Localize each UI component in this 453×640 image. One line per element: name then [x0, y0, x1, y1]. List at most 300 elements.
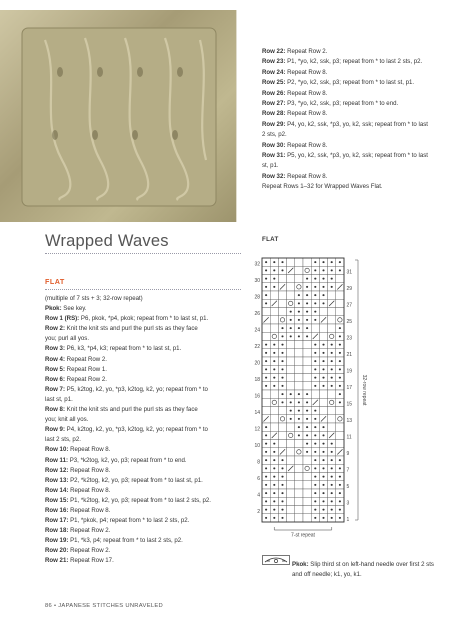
row-text: Repeat Row 8. [285, 110, 328, 118]
purl-dot [314, 410, 316, 412]
purl-dot [265, 385, 267, 387]
chart-cell [270, 398, 278, 406]
row-label: Row 26: [262, 89, 286, 97]
row-number-left: 6 [257, 475, 260, 482]
purl-dot [281, 492, 283, 494]
chart-cell [295, 341, 303, 349]
chart-cell [262, 398, 270, 406]
row-label: Row 14: [45, 486, 69, 494]
chart-cell [295, 456, 303, 464]
row-text: Repeat Row 8. [68, 446, 111, 454]
purl-dot [273, 451, 275, 453]
purl-dot [314, 476, 316, 478]
instructions-left-column [45, 294, 255, 567]
purl-dot [314, 492, 316, 494]
purl-dot [314, 426, 316, 428]
row-label: Row 19: [45, 537, 69, 545]
purl-dot [281, 401, 283, 403]
row-text: Repeat Row 2. [285, 48, 328, 55]
purl-dot [273, 360, 275, 362]
chart-cell [295, 382, 303, 390]
row-text: Repeat Rows 1–32 for Wrapped Waves Flat. [262, 183, 383, 191]
chart-cell [270, 324, 278, 332]
chart-cell [336, 415, 344, 423]
row-label: Row 31: [262, 152, 286, 160]
chart-cell [336, 407, 344, 415]
purl-dot [298, 434, 300, 436]
row-label: Row 16: [45, 506, 69, 514]
chart-cell [311, 324, 319, 332]
row-text: last st, p1. [45, 395, 73, 403]
purl-dot [314, 443, 316, 445]
purl-dot [322, 451, 324, 453]
purl-dot [281, 467, 283, 469]
purl-dot [314, 319, 316, 321]
chart-cell [287, 349, 295, 357]
chart-cell [328, 308, 336, 316]
row-number-left: 24 [254, 327, 260, 334]
chart-cell [319, 324, 327, 332]
purl-dot [273, 385, 275, 387]
purl-dot [322, 286, 324, 288]
row-label: Row 22: [262, 48, 286, 55]
purl-dot [339, 261, 341, 263]
row-number-left: 22 [254, 343, 260, 350]
purl-dot [281, 484, 283, 486]
chart-cell [270, 415, 278, 423]
purl-dot [322, 385, 324, 387]
chart-cell [303, 266, 311, 274]
purl-dot [306, 294, 308, 296]
purl-dot [306, 335, 308, 337]
purl-dot [281, 393, 283, 395]
chart-cell [262, 332, 270, 340]
instruction-line [45, 385, 255, 395]
row-label: Row 2: [45, 325, 65, 333]
row-label: Row 1 (RS): [45, 315, 80, 323]
purl-dot [306, 302, 308, 304]
row-text: st, p1. [262, 162, 279, 170]
row-text: (multiple of 7 sts + 3; 32-row repeat) [45, 295, 143, 302]
row-label: Row 32: [262, 172, 286, 180]
instruction-line [262, 130, 442, 140]
instruction-line [45, 365, 255, 375]
instruction-line [45, 445, 255, 455]
row-label: Row 15: [45, 496, 69, 504]
purl-dot [339, 467, 341, 469]
purl-dot [322, 459, 324, 461]
chart-cell [287, 497, 295, 505]
purl-dot [273, 500, 275, 502]
row-label: Row 10: [45, 446, 69, 454]
pattern-title: Wrapped Waves [45, 232, 169, 250]
instruction-line [262, 120, 442, 130]
purl-dot [273, 344, 275, 346]
row-number-right: 17 [346, 385, 353, 392]
row-number-left: 14 [254, 409, 260, 416]
instruction-line [45, 476, 255, 486]
chart-cell [287, 374, 295, 382]
purl-dot [331, 377, 333, 379]
chart-cell [270, 316, 278, 324]
chart-cell [295, 448, 303, 456]
chart-cell [270, 291, 278, 299]
row-text: Repeat Row 8. [68, 506, 111, 514]
purl-dot [322, 344, 324, 346]
purl-dot [322, 484, 324, 486]
row-text: you; knit all yos. [45, 416, 89, 424]
purl-dot [265, 294, 267, 296]
chart-cell [287, 275, 295, 283]
instructions-right-column [262, 47, 442, 193]
row-text: Repeat Row 2. [64, 375, 107, 383]
chart-cell [278, 316, 286, 324]
purl-dot [314, 418, 316, 420]
chart-cell [287, 431, 295, 439]
chart-cell [328, 415, 336, 423]
chart-cell [287, 365, 295, 373]
purl-dot [306, 401, 308, 403]
row-label: Row 23: [262, 58, 286, 66]
purl-dot [306, 393, 308, 395]
instruction-line [45, 334, 255, 344]
chart-cell [287, 299, 295, 307]
instruction-line [45, 516, 255, 526]
chart-cell [303, 365, 311, 373]
instruction-line [262, 141, 442, 151]
row-text: Repeat Row 8. [285, 141, 328, 149]
row-number-left: 10 [254, 442, 260, 449]
purl-dot [314, 517, 316, 519]
purl-dot [322, 434, 324, 436]
row-label: Row 12: [45, 466, 69, 474]
chart-cell [295, 464, 303, 472]
row-text: P6, k3, *p4, k3; repeat from * to last st, p1. [64, 345, 182, 353]
row-text: Repeat Row 8. [68, 486, 111, 494]
instruction-line [262, 78, 442, 88]
row-label: Row 3: [45, 345, 65, 353]
purl-dot [290, 335, 292, 337]
purl-dot [331, 492, 333, 494]
purl-dot [339, 385, 341, 387]
chart-cell [278, 275, 286, 283]
chart-cell [287, 506, 295, 514]
chart-label: FLAT [262, 236, 279, 243]
row-repeat-label: 32-row repeat [361, 374, 367, 406]
purl-dot [298, 311, 300, 313]
instruction-line [45, 294, 255, 304]
purl-dot [265, 434, 267, 436]
row-text: Knit the knit sts and purl the purl sts as they face [64, 325, 198, 333]
chart-cell [262, 407, 270, 415]
row-number-right: 7 [346, 467, 350, 474]
purl-dot [306, 319, 308, 321]
chart-cell [319, 308, 327, 316]
purl-dot [331, 517, 333, 519]
purl-dot [281, 344, 283, 346]
instruction-line [45, 546, 255, 556]
chart-cell [303, 357, 311, 365]
instruction-line [45, 466, 255, 476]
row-text: P5, k2tog, k2, yo, *p3, k2tog, k2, yo; repeat from * to [64, 385, 208, 393]
chart-cell [303, 481, 311, 489]
purl-dot [339, 393, 341, 395]
purl-dot [273, 517, 275, 519]
knit-swatch-photo [0, 10, 237, 222]
row-label: Row 30: [262, 141, 286, 149]
row-text: P1, *pkok, p4; repeat from * to last 2 sts, p2. [68, 517, 190, 525]
purl-dot [314, 451, 316, 453]
purl-dot [314, 269, 316, 271]
instruction-line [45, 526, 255, 536]
row-text: Repeat Row 2. [68, 547, 111, 555]
chart-cell [287, 291, 295, 299]
chart-cell [278, 291, 286, 299]
purl-dot [298, 426, 300, 428]
chart-cell [287, 448, 295, 456]
chart-cell [278, 415, 286, 423]
row-text: P4, k2tog, k2, yo, *p3, k2tog, k2, yo; repeat from * to [64, 426, 208, 434]
instruction-line [45, 405, 255, 415]
stitch-repeat-label: 7-st repeat [291, 532, 315, 539]
purl-dot [322, 360, 324, 362]
instruction-line [45, 435, 255, 445]
purl-dot [339, 492, 341, 494]
instruction-line [262, 182, 442, 192]
purl-dot [273, 467, 275, 469]
purl-dot [339, 352, 341, 354]
chart-cell [319, 390, 327, 398]
purl-dot [273, 269, 275, 271]
purl-dot [331, 443, 333, 445]
row-label: Row 29: [262, 120, 286, 128]
purl-dot [281, 377, 283, 379]
purl-dot [339, 377, 341, 379]
purl-dot [281, 385, 283, 387]
purl-dot [273, 368, 275, 370]
purl-dot [281, 459, 283, 461]
purl-dot [322, 302, 324, 304]
row-number-left: 12 [254, 426, 260, 433]
chart-cell [262, 324, 270, 332]
purl-dot [265, 517, 267, 519]
chart-cell [336, 308, 344, 316]
purl-dot [331, 286, 333, 288]
instruction-line [45, 375, 255, 385]
row-number-right: 29 [346, 286, 353, 293]
purl-dot [273, 377, 275, 379]
row-text: 2 sts, p2. [262, 131, 287, 139]
purl-dot [273, 459, 275, 461]
purl-dot [265, 269, 267, 271]
row-number-right: 13 [346, 418, 353, 425]
chart-cell [295, 275, 303, 283]
chart-cell [303, 456, 311, 464]
purl-dot [322, 368, 324, 370]
purl-dot [339, 269, 341, 271]
purl-dot [339, 500, 341, 502]
row-label: Row 18: [45, 527, 69, 535]
purl-dot [339, 327, 341, 329]
purl-dot [314, 294, 316, 296]
chart-cell [303, 382, 311, 390]
purl-dot [298, 418, 300, 420]
purl-dot [265, 261, 267, 263]
purl-dot [281, 517, 283, 519]
row-number-right: 9 [346, 451, 350, 458]
chart-cell [295, 489, 303, 497]
instruction-line [45, 496, 255, 506]
purl-dot [265, 278, 267, 280]
chart-cell [287, 456, 295, 464]
purl-dot [298, 335, 300, 337]
row-text: Repeat Row 8. [68, 466, 111, 474]
chart-cell [336, 423, 344, 431]
purl-dot [322, 467, 324, 469]
swatch-texture [0, 10, 236, 222]
purl-dot [265, 500, 267, 502]
chart-cell [303, 349, 311, 357]
row-number-right: 27 [346, 302, 353, 309]
row-text: P1, *k2tog, k2, yo, p3; repeat from * to last 2 sts, p2. [68, 496, 211, 504]
chart-cell [303, 497, 311, 505]
purl-dot [306, 311, 308, 313]
chart-cell [303, 489, 311, 497]
purl-dot [314, 311, 316, 313]
purl-dot [331, 278, 333, 280]
purl-dot [298, 401, 300, 403]
chart-cell [303, 473, 311, 481]
row-number-right: 3 [346, 500, 350, 507]
chart-cell [336, 440, 344, 448]
row-text: Repeat Row 8. [285, 89, 328, 97]
purl-dot [298, 319, 300, 321]
chart-cell [270, 308, 278, 316]
purl-dot [322, 492, 324, 494]
purl-dot [265, 352, 267, 354]
row-label: Row 11: [45, 456, 69, 464]
purl-dot [290, 327, 292, 329]
instruction-line [45, 486, 255, 496]
chart-cell [287, 283, 295, 291]
row-number-right: 23 [346, 335, 353, 342]
purl-dot [265, 476, 267, 478]
title-divider [45, 253, 241, 254]
row-number-left: 20 [254, 360, 260, 367]
chart-cell [319, 407, 327, 415]
chart-cell [262, 308, 270, 316]
row-text: P3, *yo, k2, ssk, p3; repeat from * to end. [285, 100, 399, 108]
chart-cell [295, 473, 303, 481]
chart-cell [336, 291, 344, 299]
purl-dot [339, 401, 341, 403]
instruction-line [45, 456, 255, 466]
row-number-right: 21 [346, 352, 353, 359]
row-label: Row 4: [45, 355, 65, 363]
row-label: Pkok: [45, 305, 62, 313]
row-number-left: 28 [254, 294, 260, 301]
purl-dot [322, 269, 324, 271]
purl-dot [306, 327, 308, 329]
purl-dot [339, 368, 341, 370]
purl-dot [298, 393, 300, 395]
chart-cell [303, 514, 311, 522]
row-number-left: 4 [257, 492, 260, 499]
chart-cell [336, 299, 344, 307]
section-divider [45, 289, 241, 290]
row-text: P2, *k2tog, k2, yo, p3; repeat from * to last st, p1. [68, 476, 203, 484]
row-label: Row 9: [45, 426, 65, 434]
purl-dot [322, 294, 324, 296]
purl-dot [314, 509, 316, 511]
purl-dot [265, 509, 267, 511]
instruction-line [45, 355, 255, 365]
chart-cell [295, 365, 303, 373]
row-label: Row 6: [45, 375, 65, 383]
purl-dot [331, 476, 333, 478]
chart-cell [319, 398, 327, 406]
chart-cell [295, 497, 303, 505]
instruction-line [262, 172, 442, 182]
purl-dot [322, 426, 324, 428]
chart-cell [287, 514, 295, 522]
purl-dot [273, 476, 275, 478]
purl-dot [331, 368, 333, 370]
row-text: Repeat Row 8. [285, 172, 328, 180]
purl-dot [314, 467, 316, 469]
chart-cell [295, 440, 303, 448]
row-label: Row 24: [262, 68, 286, 76]
chart-cell [295, 481, 303, 489]
purl-dot [265, 286, 267, 288]
purl-dot [306, 410, 308, 412]
row-label: Row 21: [45, 557, 69, 565]
row-label: Row 17: [45, 517, 69, 525]
purl-dot [273, 484, 275, 486]
purl-dot [281, 368, 283, 370]
purl-dot [331, 352, 333, 354]
row-text: See key. [61, 305, 87, 313]
row-text: P3, *k2tog, k2, yo, p3; repeat from * to end. [68, 456, 187, 464]
purl-dot [339, 517, 341, 519]
chart-cell [295, 266, 303, 274]
chart-cell [328, 423, 336, 431]
purl-dot [339, 484, 341, 486]
purl-dot [306, 443, 308, 445]
row-text: P2, *yo, k2, ssk, p3; repeat from * to last st, p1. [285, 79, 415, 87]
purl-dot [339, 344, 341, 346]
purl-dot [281, 269, 283, 271]
chart-cell [336, 431, 344, 439]
chart-cell [270, 332, 278, 340]
purl-dot [339, 476, 341, 478]
instruction-line [45, 556, 255, 566]
purl-dot [322, 443, 324, 445]
chart-cell [278, 431, 286, 439]
purl-dot [290, 418, 292, 420]
chart-cell [262, 390, 270, 398]
purl-dot [265, 368, 267, 370]
legend-definition: Slip third st on left-hand needle over first 2 sts and off needle; k1, yo, k1. [292, 561, 434, 578]
purl-dot [331, 261, 333, 263]
page-footer: 86 • JAPANESE STITCHES UNRAVELED [45, 603, 164, 609]
instruction-line [45, 506, 255, 516]
pkok-legend-text [292, 560, 442, 579]
instruction-line [262, 151, 442, 161]
row-number-right: 31 [346, 269, 353, 276]
purl-dot [298, 294, 300, 296]
instruction-line [262, 47, 442, 57]
